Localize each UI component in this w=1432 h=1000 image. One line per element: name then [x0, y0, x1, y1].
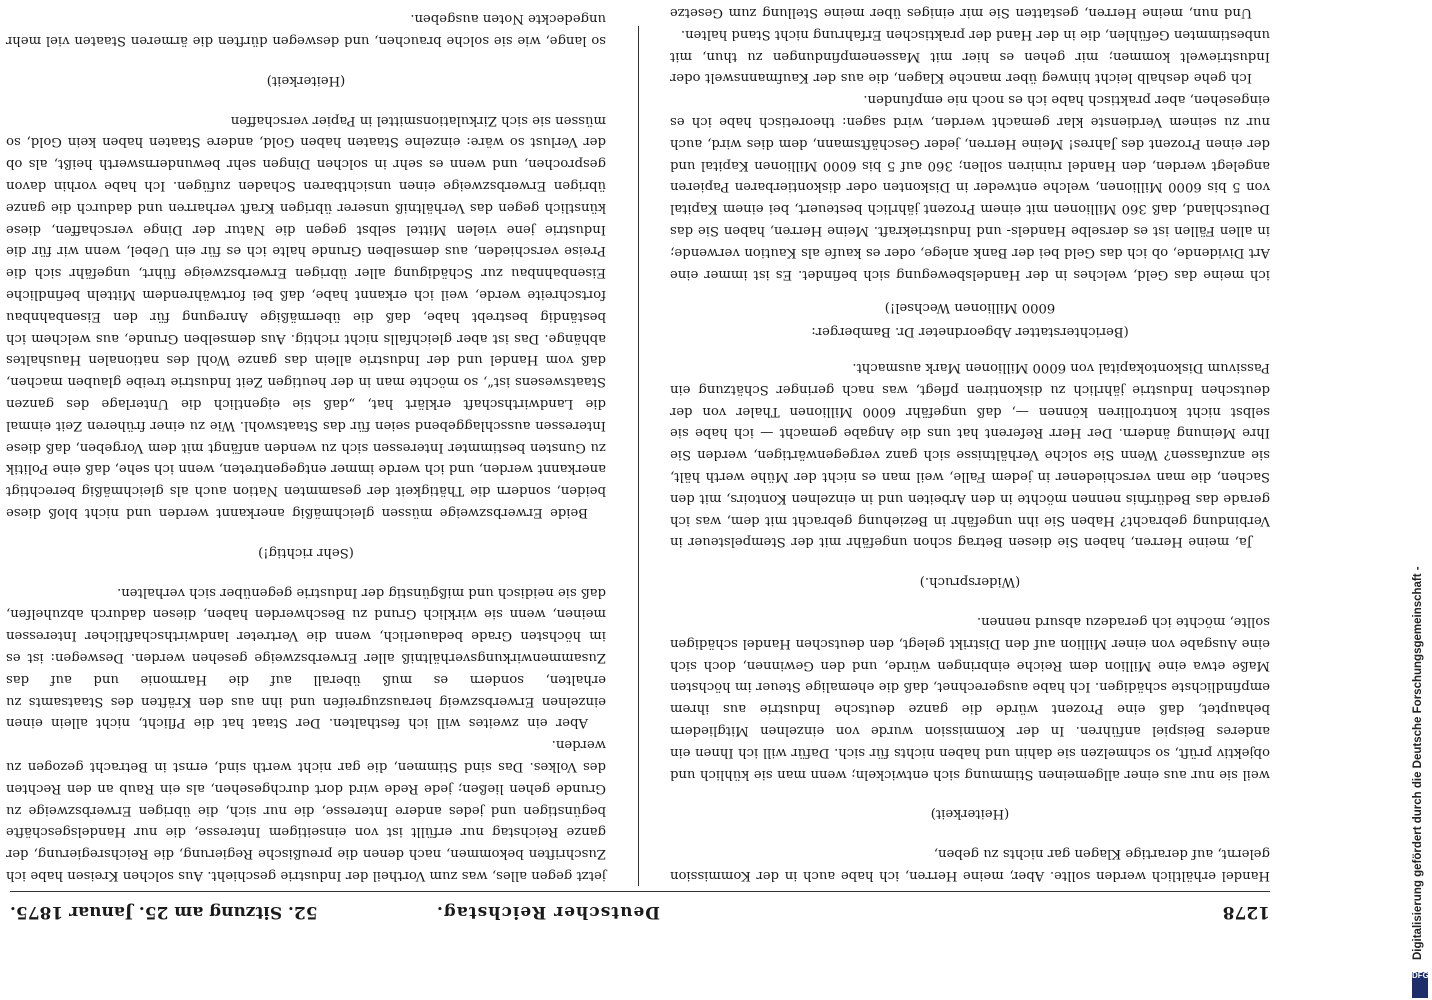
- paragraph: Aber ein zweites will ich festhalten. Der Staat hat die Pflicht, nicht allein einen einzelnen Erwerbszweig herauszugreifen und ihn aus den Kräften des Staatsamts zu erhalten, sondern es muß überall auf die Harmonie und auf das Zusammenwirkungsverhältniß aller Erwerbszweige gesehen werden. Deswegen: ist es im höchsten Grade bedauerlich, wenn die Vertreter landwirthschaftlicher Interessen meinen, wenn sie wirklich Grund zu Beschwerden haben, diesen dadurch abzuhelfen, daß sie neidisch und mißgünstig der Industrie gegenüber sich verhalten.: [6, 584, 606, 731]
- interjection: (Sehr richtig!): [258, 544, 354, 560]
- paragraph: Handel erhältlich werden sollte. Aber, meine Herren, ich habe auch in der Kommission gelernt, auf derartige Klagen gar nichts zu geben,: [670, 846, 1270, 883]
- interjection: (Heiterkeit): [266, 72, 346, 88]
- paragraph: ich meine das Geld, welches in der Handelsbewegung sich befindet. Es ist immer eine Art Dividende, ob ich das Geld bei der Bank anlege, oder es kaufe als Kaution verwende; in allen Fällen ist es derselbe Handels- und Industriekraft. Meine Herren, haben Sie das Deutschland, daß 360 Millionen mit einem Prozent jährlich besteuert, bei einem Kapital von 5 bis 6000 Millionen, welche entweder in Diskonten oder diskontierbaren Papieren angelegt werden, den Handel ruiniren sollen; 360 auf 5 bis 6000 Millionen Kapital und der einen Prozent des Jahres! Meine Herren, jeder Geschäftsmann, dem dies wird, auch nur zu seinem Verdienste klar gemacht werden, wird sagen: theoretisch habe ich es eingesehen, aber praktisch habe ich es noch nie empfunden.: [670, 92, 1270, 282]
- paragraph: Ich gehe deshalb leicht hinweg über manche Klagen, die aus der Kaufmannswelt oder Industriewelt kommen; mir gehen es hier mit Massenempfindungen zu thun, mit unbestimmten Gefühlen, die in der Hand der praktischen Erfahrung nicht Stand halten.: [670, 26, 1270, 86]
- publication-title: Deutscher Reichstag.: [435, 902, 660, 922]
- dfg-logo: DFG: [1412, 972, 1428, 998]
- paragraph: Und nun, meine Herren, gestatten Sie mir einiges über meine Stellung zum Gesetze: [670, 5, 1252, 21]
- left-column: [670, 5, 1270, 886]
- page-number: 1278: [1222, 902, 1270, 922]
- paragraph: jetzt gegen alles, was zum Vortheil der Industrie geschieht. Aus solchen Kreisen habe ich Zuschriften bekommen, nach denen die preußische Regierung, die Reichsregierung, der ganze Reichstag nur erfüllt ist von einseitigem Interesse, die nur Handelsgeschäfte begünstigen und jedes andere Interesse, die nur sich, die übrigen Erwerbszweige zu Grunde gehen ließen; jede Rede wird dort durchgesehen, als ein Raub an den Rechten des Volkes. Das sind Stimmen, die gar nicht werth sind, ernst in Betracht gezogen zu werden.: [6, 737, 606, 883]
- paragraph: Ja, meine Herren, haben Sie diesen Betrag schon ungefähr mit der Stempelsteuer in Verbindung gebracht? Haben Sie ihn ungefähr in Beziehung gebracht mit dem, was ich gerade das Bedürfnis nennen möchte in den Arbeiten und in einzelnen Kontoirs, mit den Sachen, die man verschiedener in jedem Falle, weil man es nicht der Mühe werth hält, sie anzufassen? Wenn Sie solche Verhältnisse sich ganz vergegenwärtigen, werden Sie Ihre Meinung ändern. Der Herr Referent hat uns die Angabe gemacht — ich habe sie selbst nicht kontrolliren können —, daß ungefähr 6000 Millionen Thaler von der deutschen Industrie jährlich zu diskontiren pflegt, was nach geringer Schätzung ein Passivum Diskontokapital von 6000 Millionen Mark ausmacht.: [670, 360, 1270, 550]
- speaker-note: (Berichterstatter Abgeordneter Dr. Bamberger:: [811, 324, 1129, 340]
- right-column: [6, 11, 606, 886]
- paragraph: so lange, wie sie solche brauchen, und deswegen dürften die ärmeren Staaten viel mehr ungedeckte Noten ausgeben.: [6, 11, 606, 49]
- column-divider: [638, 26, 639, 886]
- digitization-credit: [1408, 0, 1432, 1000]
- interjection: (Widerspruch.): [919, 574, 1021, 590]
- credit-text: Digitalisierung gefördert durch die Deutsche Forschungsgemeinschaft -: [1412, 566, 1424, 960]
- interjection: (Heiterkeit): [930, 806, 1010, 822]
- paragraph: weil sie nur aus einer allgemeinen Stimmung sich entwickeln; wenn man sie kühlich und objektiv prüft, so schmelzen sie dahin und haben nichts für sich. Dafür will ich Ihnen ein anderes Beispiel anführen. In der Kommission wurde von einzelnen Mitgliedern behauptet, daß eine Prozent würde die ganze deutsche Industrie aus ihrem empfindlichste schädigen. Ich habe ausgerechnet, daß die ehemalige Steuer im höchsten Maße etwa eine Million dem Reiche einbringen würde, und den Gewinnen, doch sich eine Ausgabe von einer Million auf den Distrikt gelegt, den deutschen Handel schädigen sollte, möchte ich geradezu absurd nennen.: [670, 614, 1270, 782]
- speaker-note-sub: 6000 Millionen Wechsel!): [884, 300, 1056, 316]
- header-rule: [10, 891, 1270, 892]
- newspaper-sheet: [6, 5, 1420, 994]
- paragraph: Beide Erwerbszweige müssen gleichmäßig anerkannt werden und nicht bloß diese beiden, sondern die Thätigkeit der gesammten Nation auch als gleichmäßig berechtigt anerkannt werden, und ich werde immer entgegentreten, wenn ich sehe, daß eine Politik zu Gunsten bestimmter Interessen sich zu wenden anfängt mit dem Vorgeben, daß diese Interessen ausschlaggebend seien für das Staatswohl. Wie zu einer früheren Zeit einmal die Landwirthschaft erklärt hat, „daß sie eigentlich die Unterlage des ganzen Staatswesens ist“, so möchte man in der heutigen Zeit Industrie treibe glauben machen, daß vom Handel und der Industrie allein das ganze Wohl des nationalen Haushaltes abhänge. Das ist aber gleichfalls nicht richtig. Aus demselben Grunde, aus welchem ich beständig bestrebt habe, daß die übermäßige Anregung für den Eisenbahnbau fortschreite werde, weil ich erkannt habe, daß bei fortwährendem Mitteln befindliche Eisenbahnbau zur Schädigung aller übrigen Erwerbszweige führt, ungefähr sich die Preise verschieden, aus demselben Grunde halte ich es für ein Uebel, wenn wir für die Industrie jene vielen Mittel selbst gegen die Natur der Dinge verschaffen, diese künstlich gegen das Verhältniß unserer übrigen Kraft verharren und dadurch die ganze übrigen Erwerbszweige einen unsichtbaren Schaden zufügen. Ich habe vorhin davon gesprochen, und wenn es sehr in solchen Dingen sehr bewundernswerth heißt, als ob der Verlust so wäre: einzelne Staaten haben Gold, andere Staaten haben kein Gold, so müssen sie sich Zirkulationsmittel in Papier verschaffen: [6, 112, 606, 521]
- page-header: [10, 892, 1270, 922]
- session-line: 52. Sitzung am 25. Januar 1875.: [10, 902, 318, 922]
